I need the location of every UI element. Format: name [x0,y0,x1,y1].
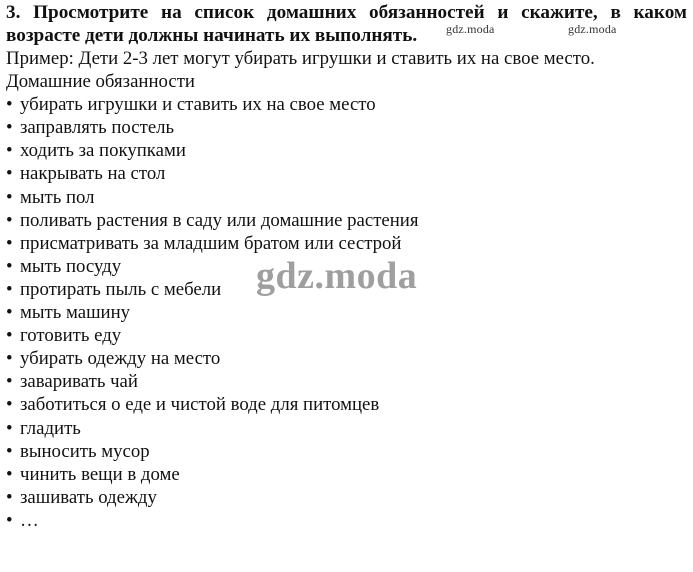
bullet-icon: • [6,117,13,139]
bullet-icon: • [6,278,13,300]
bullet-icon: • [6,463,13,485]
list-item-text: ходить за покупками [20,140,186,162]
list-item-text: заваривать чай [20,371,138,393]
bullet-icon: • [6,163,13,185]
list-item-text: выносить мусор [20,440,150,462]
list-item-text: протирать пыль с мебели [20,278,222,300]
bullet-icon: • [6,140,13,162]
bullet-icon: • [6,94,13,116]
bullet-icon: • [6,302,13,324]
list-item [6,486,687,509]
list-item [6,463,687,486]
bullet-icon: • [6,509,13,531]
list-item-text: мыть машину [20,302,131,324]
list-item-text: присматривать за младшим братом или сестрой [20,232,402,254]
list-item-text: готовить еду [20,325,122,347]
list-item-text: поливать растения в саду или домашние растения [20,209,419,231]
chores-list [6,93,687,532]
list-item-text: чинить вещи в доме [20,463,180,485]
watermark-logo: gdz.moda [256,255,418,297]
list-item-text: мыть пол [20,186,95,208]
list-item-text: накрывать на стол [20,163,166,185]
list-item [6,209,687,232]
bullet-icon: • [6,371,13,393]
list-item [6,162,687,185]
list-item [6,93,687,116]
list-item [6,232,687,255]
list-title: Домашние обязанности [6,71,195,93]
list-item-text: убирать одежду на место [20,348,221,370]
list-item-text: гладить [20,417,81,439]
list-item [6,509,687,532]
list-item-text: мыть посуду [20,255,122,277]
list-item [6,255,687,278]
bullet-icon: • [6,417,13,439]
bullet-icon: • [6,209,13,231]
bullet-icon: • [6,394,13,416]
bullet-icon: • [6,255,13,277]
list-item [6,417,687,440]
list-item [6,301,687,324]
list-item [6,370,687,393]
bullet-icon: • [6,486,13,508]
list-item-text: зашивать одежду [20,486,157,508]
list-item [6,116,687,139]
document-page [6,0,687,532]
watermark-small-right: gdz.moda [568,22,617,36]
bullet-icon: • [6,232,13,254]
list-item [6,347,687,370]
watermark-small-left: gdz.moda [446,22,495,36]
example-sentence: Пример: Дети 2-3 лет могут убирать игрушки и ставить их на свое место. [6,48,595,69]
list-item [6,139,687,162]
list-item [6,186,687,209]
task-heading: 3. Просмотрите на список домашних обязанностей и скажите, в каком возрасте дети должны начинать их выполнять. [6,2,687,46]
bullet-icon: • [6,186,13,208]
list-item-text: … [20,509,39,531]
bullet-icon: • [6,348,13,370]
list-item [6,278,687,301]
bullet-icon: • [6,440,13,462]
list-item [6,324,687,347]
list-item-text: заправлять постель [20,117,175,139]
list-item [6,393,687,416]
list-item [6,440,687,463]
list-item-text: убирать игрушки и ставить их на свое место [20,94,376,116]
list-item-text: заботиться о еде и чистой воде для питомцев [20,394,380,416]
bullet-icon: • [6,325,13,347]
